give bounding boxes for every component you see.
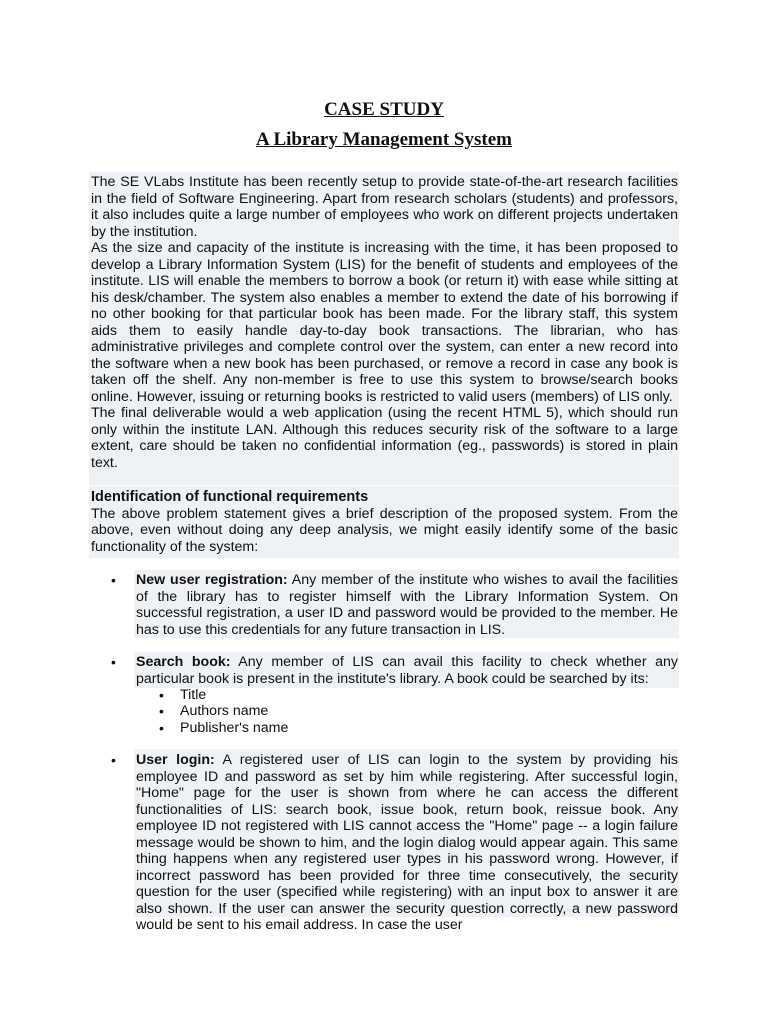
item-label: User login: [136,752,215,768]
sub-item-authors: Authors name [180,703,269,719]
item-label: New user registration: [136,572,288,588]
list-item-search [136,654,678,687]
intro-paragraph: As the size and capacity of the institute is increasing with the time, it has been proposed to develop a Library Information System (LIS) for the benefit of students and employees of the institute. LIS will enable the members to borrow a book (or return it) with ease while sitting at his desk/chamber. The system also enables a member to extend the date of his borrowing if no other booking for that particular book has been made. For the library staff, this system aids them to easily handle day-to-day book transactions. The librarian, who has administrative privileges and complete control over the system, can enter a new record into the software when a new book has been purchased, or remove a record in case any book is taken off the shelf. Any non-member is free to use this system to browse/search books online. However, issuing or returning books is restricted to valid users (members) of LIS only. [91,240,678,405]
list-item-login [136,752,678,934]
item-label: Search book: [136,654,231,670]
requirements-section [91,489,678,555]
item-text: Any member of the institute who wishes to avail the facilities of the library has to register himself with the Library Information System. On successful registration, a user ID and password would be provided to the member. He has to use this credentials for any future transaction in LIS. [136,572,678,638]
sub-item-title: Title [180,687,207,703]
bullet-icon: • [111,572,116,588]
intro-section [91,174,678,471]
bullet-icon: • [159,703,164,719]
bullet-icon: • [159,720,164,736]
requirements-intro: The above problem statement gives a brief description of the proposed system. From the above, even without doing any deep analysis, we might easily identify some of the basic functionality of the system: [91,505,678,555]
page-title: CASE STUDY [324,99,444,120]
section-heading: Identification of functional requirements [91,489,369,505]
bullet-icon: • [159,687,164,703]
bullet-icon: • [111,752,116,768]
bullet-icon: • [111,654,116,670]
item-text: Any member of LIS can avail this facility to check whether any particular book is present in the institute's library. A book could be searched by its: [136,654,678,687]
sub-item-publisher: Publisher's name [180,720,289,736]
intro-paragraph: The SE VLabs Institute has been recently setup to provide state-of-the-art research facilities in the field of Software Engineering. Apart from research scholars (students) and professors, it also includes quite a large number of employees who work on different projects undertaken by the institution. [91,174,678,240]
page-subtitle: A Library Management System [256,129,512,150]
list-item-registration [136,572,678,638]
item-text: A registered user of LIS can login to the system by providing his employee ID and password as set by him while registering. After successful login, "Home" page for the user is shown from where he can access the different functionalities of LIS: search book, issue book, return book, reissue book. Any employee ID not registered with LIS cannot access the "Home" page -- a login failure message would be shown to him, and the login dialog would appear again. This same thing happens when any registered user types in his password wrong. However, if incorrect password has been provided for three time consecutively, the security question for the user (specified while registering) with an input box to answer it are also shown. If the user can answer the security question correctly, a new password would be sent to his email address. In case the user [136,752,678,933]
intro-paragraph: The final deliverable would a web application (using the recent HTML 5), which should run only within the institute LAN. Although this reduces security risk of the software to a large extent, care should be taken no confidential information (eg., passwords) is stored in plain text. [91,405,678,471]
